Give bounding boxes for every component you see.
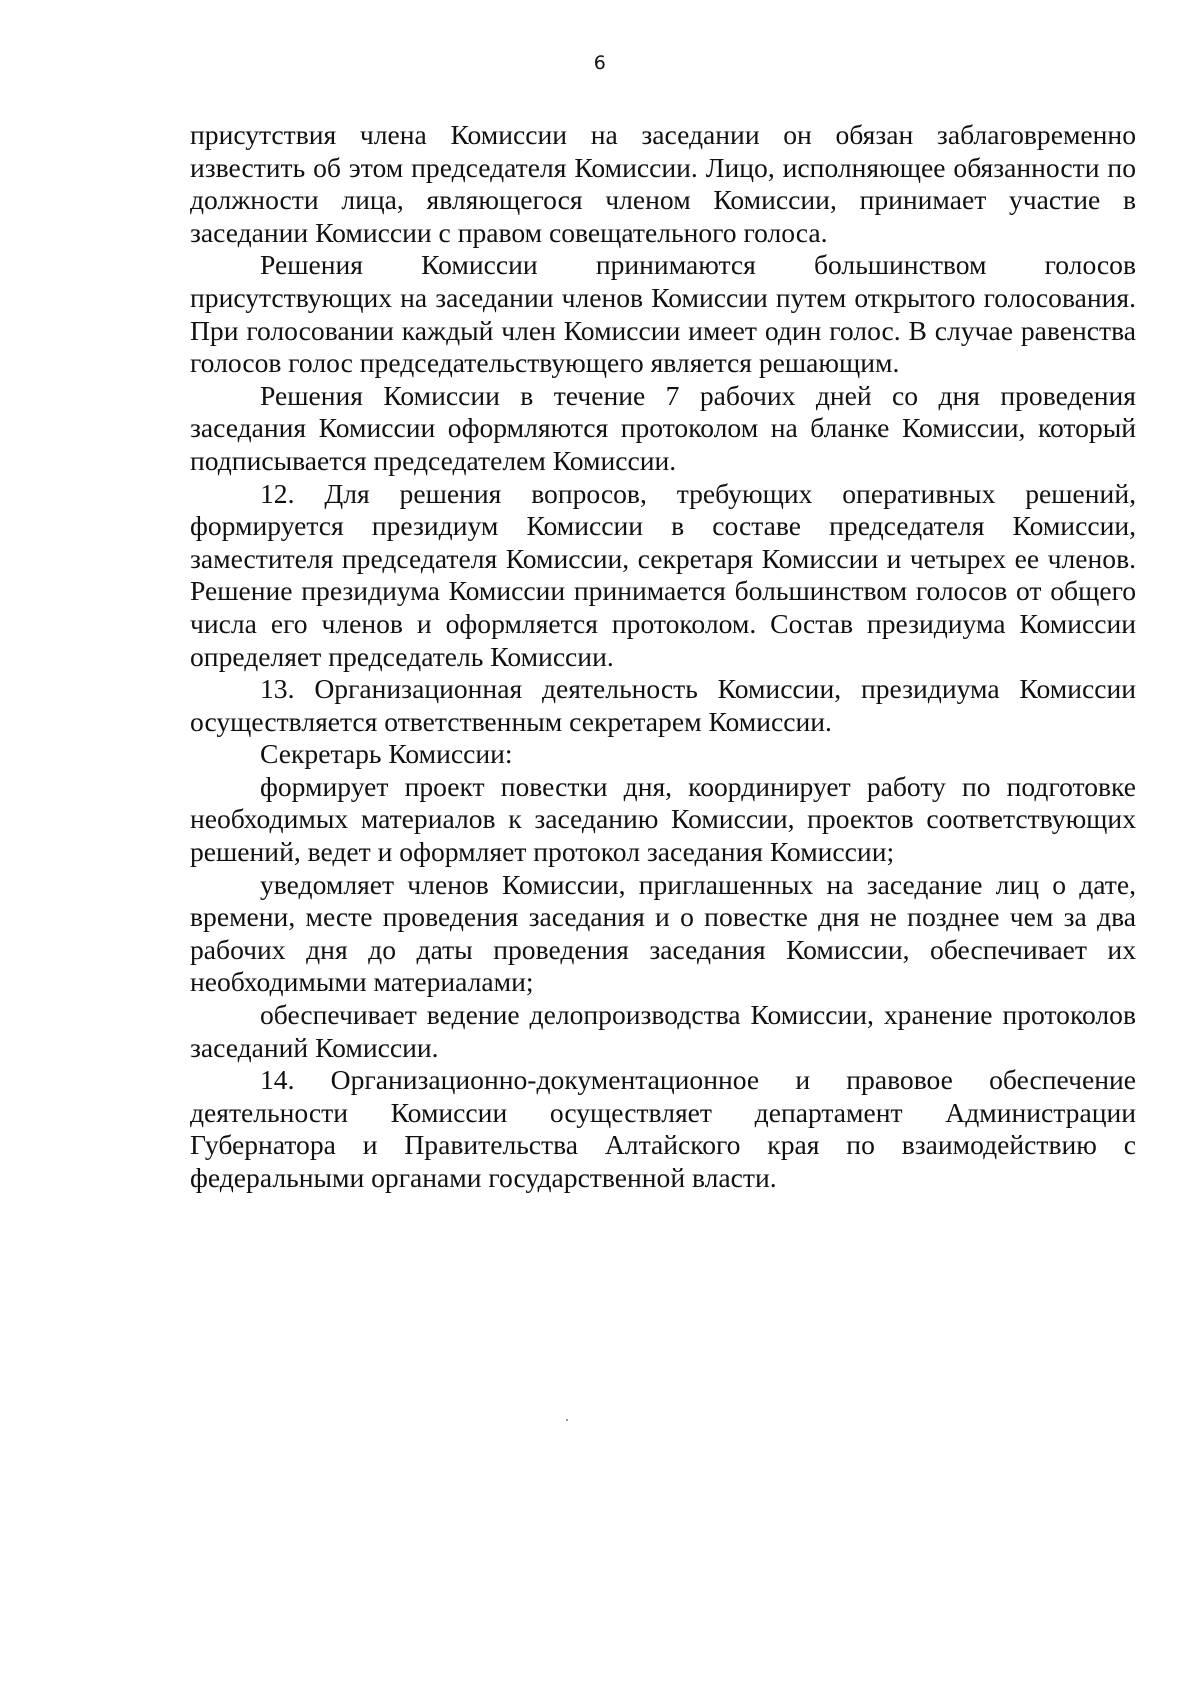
document-body xyxy=(190,119,1136,1195)
scan-speck xyxy=(566,1419,568,1421)
paragraph-continuation: присутствия члена Комиссии на заседании он обязан заблаговременно известить об этом председателя Комиссии. Лицо, исполняющее обязанности по должности лица, являющегося членом Комиссии, принимает участие в заседании Комиссии с правом совещательного голоса. xyxy=(190,119,1136,248)
page-number: 6 xyxy=(593,52,607,74)
paragraph-item-12: 12. Для решения вопросов, требующих оперативных решений, формируется президиум Комиссии в составе председателя Комиссии, заместителя председателя Комиссии, секретаря Комиссии и четырех ее членов. Решение президиума Комиссии принимается большинством голосов от общего числа его членов и оформляется протоколом. Состав президиума Комиссии определяет председатель Комиссии. xyxy=(190,477,1136,672)
paragraph-protocol: Решения Комиссии в течение 7 рабочих дней со дня проведения заседания Комиссии оформляются протоколом на бланке Комиссии, который подписывается председателем Комиссии. xyxy=(190,379,1136,476)
paragraph-secretary-duty-3: обеспечивает ведение делопроизводства Комиссии, хранение протоколов заседаний Комиссии. xyxy=(190,999,1136,1063)
paragraph-secretary-heading: Секретарь Комиссии: xyxy=(260,738,513,770)
paragraph-item-14: 14. Организационно-документационное и правовое обеспечение деятельности Комиссии осуществляет департамент Администрации Губернатора и Правительства Алтайского края по взаимодействию с федеральными органами государственной власти. xyxy=(190,1064,1136,1193)
paragraph-secretary-duty-2: уведомляет членов Комиссии, приглашенных на заседание лиц о дате, времени, месте проведения заседания и о повестке дня не позднее чем за два рабочих дня до даты проведения заседания Комиссии, обеспечивает их необходимыми материалами; xyxy=(190,868,1136,998)
paragraph-secretary-duty-1: формирует проект повестки дня, координирует работу по подготовке необходимых материалов к заседанию Комиссии, проектов соответствующих решений, ведет и оформляет протокол заседания Комиссии; xyxy=(190,770,1136,868)
paragraph-voting-decisions: Решения Комиссии принимаются большинством голосов присутствующих на заседании членов Комиссии путем открытого голосования. При голосовании каждый член Комиссии имеет один голос. В случае равенства голосов голос председательствующего является решающим. xyxy=(190,249,1136,379)
paragraph-item-13: 13. Организационная деятельность Комиссии, президиума Комиссии осуществляется ответственным секретарем Комиссии. xyxy=(190,673,1136,737)
